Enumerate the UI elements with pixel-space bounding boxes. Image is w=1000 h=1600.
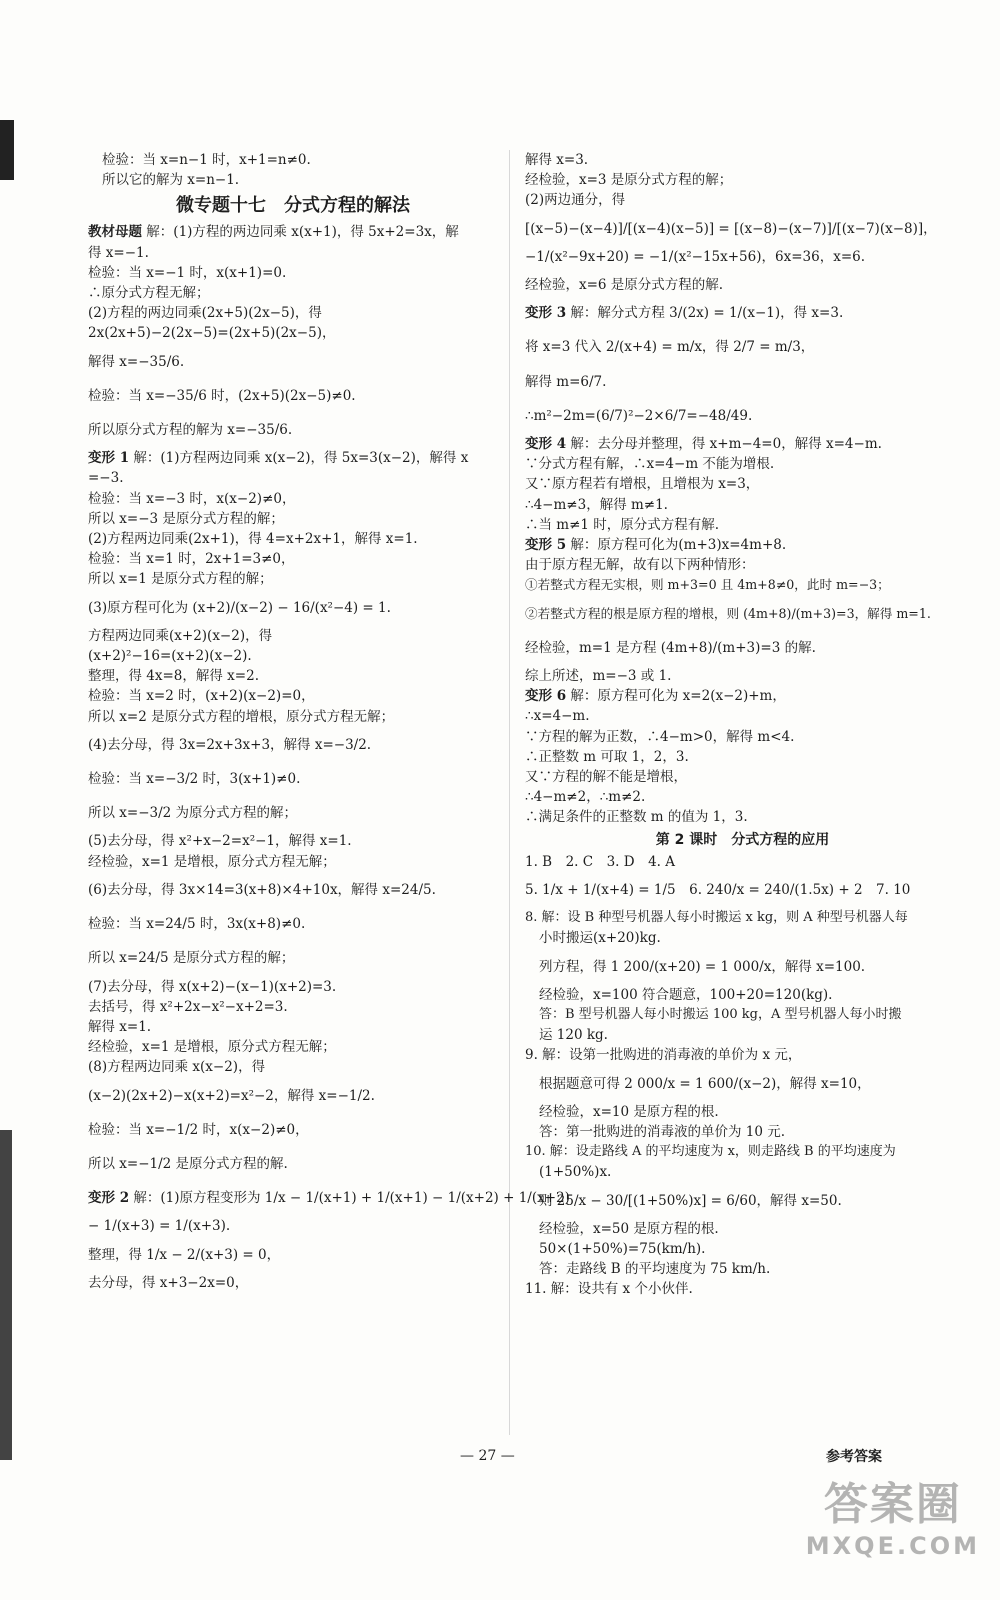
answer-line: 解得 x=1. [88,1018,152,1035]
answer-line: 所以 x=−3/2 为原分式方程的解； [88,805,298,822]
answer-line: 检验：当 x=−35/6 时，(2x+5)(2x−5)≠0. [88,387,356,404]
answer-line: 检验：当 x=−3 时，x(x−2)≠0， [88,490,296,507]
answer-line: 又∵原方程若有增根，且增根为 x=3， [525,476,760,493]
answer-line: =−3. [88,470,124,487]
answer-line: 所以 x=1 是原分式方程的解； [88,571,273,588]
answer-line: (8)方程两边同乘 x(x−2)，得 [88,1059,266,1076]
answer-line: (x−2)(2x+2)−x(x+2)=x²−2，解得 x=−1/2. [88,1087,375,1104]
answer-line: 整理，得 1/x − 2/(x+3) = 0， [88,1246,281,1263]
answer-line: 答：第一批购进的消毒液的单价为 10 元. [539,1123,786,1140]
label-bianxing-1: 变形 1 [88,450,130,467]
answer-line: 去分母，得 x+3−2x=0， [88,1274,249,1291]
answer-line: 经检验，x=100 符合题意，100+20=120(kg). [539,986,833,1003]
section-title: 微专题十七 分式方程的解法 [176,195,410,217]
answer-line: 8. 解：设 B 种型号机器人每小时搬运 x kg，则 A 种型号机器人每 [525,910,908,926]
answer-line: ∴正整数 m 可取 1，2，3. [525,748,689,765]
answer-line: 1. B 2. C 3. D 4. A [525,853,676,870]
answer-line: 得 x=−1. [88,244,149,261]
answer-line: 检验：当 x=−3/2 时，3(x+1)≠0. [88,771,301,788]
answer-line: 10. 解：设走路线 A 的平均速度为 x，则走路线 B 的平均速度为 [525,1144,896,1160]
answer-line: 解得 x=−35/6. [88,353,185,370]
answer-line: 经检验，x=1 是增根，原分式方程无解； [88,853,336,870]
answer-line: − 1/(x+3) = 1/(x+3). [88,1218,231,1235]
answer-line: 解得 m=6/7. [525,373,607,390]
label-bianxing-3: 变形 3 [525,305,567,322]
answer-line: 变形 1 解：(1)方程两边同乘 x(x−2)，得 5x=3(x−2)，解得 x [88,450,469,467]
answer-line: [(x−5)−(x−4)]/[(x−4)(x−5)] = [(x−8)−(x−7)]/[(x−7)(x−8)]， [525,220,937,237]
watermark-url: MXQE.COM [805,1532,980,1560]
answer-line: 经检验，x=1 是增根，原分式方程无解； [88,1039,336,1056]
answer-line: (4)去分母，得 3x=2x+3x+3，解得 x=−3/2. [88,736,372,753]
scan-edge-mark-bottom [0,1130,12,1460]
pre-line: 检验：当 x=n−1 时，x+1=n≠0. [102,152,311,168]
answer-line: 5. 1/x + 1/(x+4) = 1/5 6. 240/x = 240/(1.5x) + 2 7. 10 [525,881,911,898]
answer-line: 检验：当 x=−1/2 时，x(x−2)≠0， [88,1121,309,1138]
right-column [525,150,960,1300]
label-jiaocai: 教材母题 [88,224,142,241]
column-divider [509,150,510,1435]
answer-line: (5)去分母，得 x²+x−2=x²−1，解得 x=1. [88,833,352,850]
answer-line: ∴4−m≠3，解得 m≠1. [525,496,668,513]
scan-edge-mark-top [0,120,14,180]
answer-line: ∴m²−2m=(6/7)²−2×6/7=−48/49. [525,407,753,424]
answer-line: 所以 x=−3 是原分式方程的解； [88,510,284,527]
answer-line: 检验：当 x=2 时，(x+2)(x−2)=0， [88,688,315,705]
answer-line: 变形 3 解：解分式方程 3/(2x) = 1/(x−1)，得 x=3. [525,305,844,322]
answer-line: 根据题意可得 2 000/x = 1 600/(x−2)，解得 x=10， [539,1075,871,1092]
answer-line: 9. 解：设第一批购进的消毒液的单价为 x 元， [525,1047,802,1064]
label-bianxing-2: 变形 2 [88,1190,130,1207]
answer-line: −1/(x²−9x+20) = −1/(x²−15x+56)，6x=36，x=6. [525,248,866,265]
pre-line: 所以它的解为 x=n−1. [102,172,240,189]
answer-line: 由于原方程无解，故有以下两种情形： [525,557,755,574]
answer-line: ∴原分式方程无解； [88,285,210,302]
answer-line: 经检验，m=1 是方程 (4m+8)/(m+3)=3 的解. [525,639,816,656]
answer-line: 去括号，得 x²+2x−x²−x+2=3. [88,998,288,1015]
label-bianxing-6: 变形 6 [525,688,567,705]
page-number: — 27 — [460,1448,515,1464]
answer-line: 所以原分式方程的解为 x=−35/6. [88,422,293,439]
answer-line: 所以 x=2 是原分式方程的增根，原分式方程无解； [88,708,395,725]
footer-label: 参考答案 [826,1449,882,1465]
answer-line: (2)方程两边同乘(2x+1)，得 4=x+2x+1，解得 x=1. [88,531,418,548]
watermark-text: 答案圈 [823,1479,962,1530]
answer-line: ∵方程的解为正数，∴4−m>0，解得 m<4. [525,728,795,745]
answer-line: ∴4−m≠2，∴m≠2. [525,789,646,806]
answer-line: 运 120 kg. [539,1027,608,1044]
answer-line: ∵分式方程有解，∴x=4−m 不能为增根. [525,456,775,473]
answer-line: 答：B 型号机器人每小时搬运 100 kg，A 型号机器人每小时搬 [539,1006,902,1022]
answer-line: 方程两边同乘(x+2)(x−2)，得 [88,627,273,644]
answer-line: 小时搬运(x+20)kg. [539,930,661,947]
answer-line: 变形 5 解：原方程可化为(m+3)x=4m+8. [525,537,787,554]
answer-line: 经检验，x=6 是原分式方程的解. [525,277,724,294]
answer-line: 经检验，x=3 是原分式方程的解； [525,172,733,189]
answer-line: ①若整式方程无实根，则 m+3=0 且 4m+8≠0，此时 m=−3； [525,577,890,593]
answer-line: 解得 x=3. [525,152,589,168]
subsection-title: 第 2 课时 分式方程的应用 [655,831,830,848]
answer-line: 所以 x=−1/2 是原分式方程的解. [88,1155,288,1172]
answer-line: 所以 x=24/5 是原分式方程的解； [88,950,295,967]
answer-line: ∴x=4−m. [525,708,590,725]
answer-line: (3)原方程可化为 (x+2)/(x−2) − 16/(x²−4) = 1. [88,599,391,616]
label-bianxing-5: 变形 5 [525,537,567,554]
answer-line: 11. 解：设共有 x 个小伙伴. [525,1281,693,1298]
answer-line: 经检验，x=50 是原方程的根. [539,1220,719,1237]
answer-line: (7)去分母，得 x(x+2)−(x−1)(x+2)=3. [88,978,337,995]
answer-line: (2)方程的两边同乘(2x+5)(2x−5)，得 [88,305,322,322]
answer-line: 将 x=3 代入 2/(x+4) = m/x，得 2/7 = m/3， [525,339,815,356]
answer-line: 检验：当 x=1 时，2x+1=3≠0， [88,551,295,568]
answer-line: (2)两边通分，得 [525,192,626,209]
label-bianxing-4: 变形 4 [525,436,567,453]
answer-line: ∴满足条件的正整数 m 的值为 1，3. [525,809,748,826]
answer-line: ∴当 m≠1 时，原分式方程有解. [525,516,720,533]
answer-line: 教材母题 解：(1)方程的两边同乘 x(x+1)，得 5x+2=3x，解 [88,224,459,241]
answer-line: 则 25/x − 30/[(1+50%)x] = 6/60，解得 x=50. [539,1192,842,1209]
answer-line: (1+50%)x. [539,1164,612,1181]
answer-line: 综上所述，m=−3 或 1. [525,668,672,685]
answer-line: 检验：当 x=−1 时，x(x+1)=0. [88,264,287,281]
answer-line: (x+2)²−16=(x+2)(x−2). [88,648,252,665]
answer-line: 2x(2x+5)−2(2x−5)=(2x+5)(2x−5)， [88,325,336,342]
answer-line: 又∵方程的解不能是增根， [525,769,687,786]
answer-line: 检验：当 x=24/5 时，3x(x+8)≠0. [88,916,306,933]
watermark-logo [806,1468,980,1560]
answer-line: 变形 6 解：原方程可化为 x=2(x−2)+m， [525,688,786,705]
answer-line: 列方程，得 1 200/(x+20) = 1 000/x，解得 x=100. [539,958,866,975]
answer-line: 变形 2 解：(1)原方程变形为 1/x − 1/(x+1) + 1/(x+1) − 1/(x+2) + 1/(x+2) [88,1190,570,1207]
answer-line: (6)去分母，得 3x×14=3(x+8)×4+10x，解得 x=24/5. [88,881,436,898]
answer-line: 变形 4 解：去分母并整理，得 x+m−4=0，解得 x=4−m. [525,436,882,453]
answer-line: ②若整式方程的根是原方程的增根，则 (4m+8)/(m+3)=3，解得 m=1. [525,605,931,621]
answer-line: 50×(1+50%)=75(km/h). [539,1240,706,1257]
answer-line: 经检验，x=10 是原方程的根. [539,1103,719,1120]
answer-line: 整理，得 4x=8，解得 x=2. [88,668,259,685]
answer-line: 答：走路线 B 的平均速度为 75 km/h. [539,1261,771,1278]
